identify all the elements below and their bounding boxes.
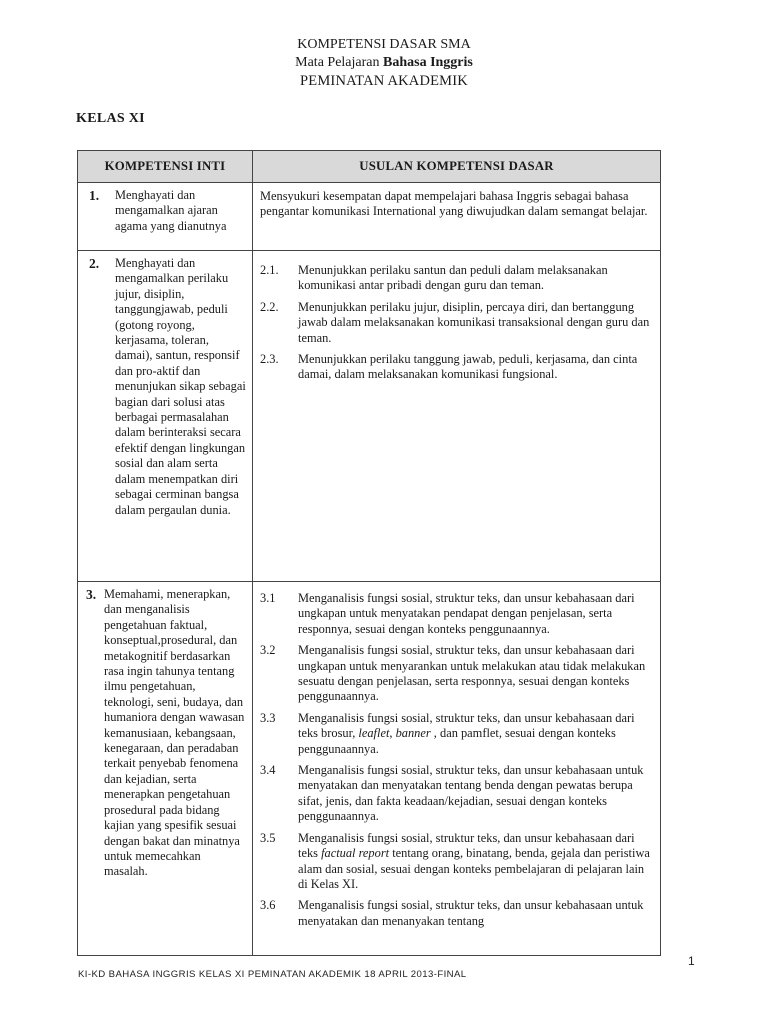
ki-cell <box>78 251 253 582</box>
kd-text: Menunjukkan perilaku jujur, disiplin, percaya diri, dan bertanggung jawab dalam melaksanakan komunikasi transaksional dengan guru dan teman. <box>298 299 650 345</box>
kd-number: 2.1. <box>260 263 279 277</box>
subject-name: Bahasa Inggris <box>383 55 473 70</box>
kd-text-part: , <box>389 726 396 741</box>
kd-number: 3.2 <box>260 643 276 658</box>
ki-number: 3. <box>86 587 97 602</box>
kd-cell <box>253 251 661 582</box>
kd-italic-term: leaflet <box>358 726 390 741</box>
kd-text: Mensyukuri kesempatan dapat mempelajari bahasa Inggris sebagai bahasa pengantar komunikasi International yang diwujudkan dalam semangat belajar. <box>260 189 648 219</box>
ki-text: Menghayati dan mengamalkan ajaran agama yang dianutnya <box>115 188 227 233</box>
kd-text-part: Menganalisis fungsi sosial, struktur teks, dan unsur kebahasaan dari teks brosur, <box>298 710 635 741</box>
kd-number: 3.6 <box>260 898 276 913</box>
kd-item <box>260 352 654 383</box>
subject-prefix: Mata Pelajaran <box>295 55 383 70</box>
kd-cell <box>253 582 661 956</box>
kd-text: Menganalisis fungsi sosial, struktur teks, dan unsur kebahasaan dari ungkapan untuk menyarankan untuk melakukan atau tidak melakukan sesuatu dengan penjelasan, serta responnya, sesuai dengan konteks penggunaannya. <box>298 643 646 704</box>
kd-item <box>260 831 654 893</box>
kd-text <box>298 831 654 893</box>
kd-text-part: tentang orang, binatang, benda, gejala dan peristiwa alam dan sosial, sesuai dengan konteks pembelajaran di pelajaran lain di Kelas XI. <box>298 846 650 891</box>
doc-program: PEMINATAN AKADEMIK <box>300 73 468 89</box>
table-row <box>78 251 661 582</box>
kd-number: 3.4 <box>260 763 276 778</box>
ki-number: 1. <box>89 188 100 203</box>
page-number: 1 <box>688 954 695 968</box>
kd-item <box>260 898 654 929</box>
page-footer: KI-KD BAHASA INGGRIS KELAS XI PEMINATAN AKADEMIK 18 APRIL 2013-FINAL <box>78 969 467 980</box>
ki-number: 2. <box>89 256 100 271</box>
kd-italic-term: banner <box>395 726 431 741</box>
kd-cell <box>253 183 661 251</box>
kd-item <box>260 591 654 637</box>
kd-text: Menganalisis fungsi sosial, struktur teks, dan unsur kebahasaan untuk menyatakan dan menanyakan tentang <box>298 898 644 928</box>
kd-item <box>260 711 654 757</box>
competency-table <box>77 150 661 956</box>
kd-item <box>260 263 654 294</box>
kd-text <box>298 711 654 757</box>
table-row <box>78 183 661 251</box>
kd-text: Menunjukkan perilaku tanggung jawab, peduli, kerjasama, dan cinta damai, dalam melaksanakan komunikasi fungsional. <box>298 352 638 382</box>
kd-text: Menganalisis fungsi sosial, struktur teks, dan unsur kebahasaan untuk menyatakan dan menyatakan tentang benda dengan pewatas berupa sifat, jenis, dan fakta keadaan/kejadian, sesuai dengan konteks penggunaannya. <box>298 763 644 824</box>
doc-title: KOMPETENSI DASAR SMA <box>297 37 471 52</box>
ki-text: Memahami, menerapkan, dan menganalisis pengetahuan faktual, konseptual,prosedural, dan metakognitif berdasarkan rasa ingin tahunya tentang ilmu pengetahuan, teknologi, seni, budaya, dan humaniora dengan wawasan kemanusiaan, kebangsaan, kenegaraan, dan peradaban terkait penyebab fenomena dan kejadian, serta menerapkan pengetahuan prosedural pada bidang kajian yang spesifik sesuai dengan bakat dan minatnya untuk memecahkan masalah. <box>104 587 245 879</box>
kd-number: 3.3 <box>260 710 276 725</box>
kd-item <box>260 300 654 346</box>
kd-item <box>260 763 654 825</box>
kd-number: 3.1 <box>260 591 276 605</box>
table-row <box>78 582 661 956</box>
kd-item <box>260 643 654 705</box>
class-heading: KELAS XI <box>76 111 145 126</box>
kd-number: 3.5 <box>260 830 276 845</box>
kd-italic-term: factual report <box>321 846 390 861</box>
kd-text-part: Menganalisis fungsi sosial, struktur teks, dan unsur kebahasaan dari teks <box>298 830 635 861</box>
doc-subject <box>0 54 768 71</box>
table-header-row <box>78 151 661 183</box>
kd-number: 2.2. <box>260 299 279 314</box>
kd-text: Menunjukkan perilaku santun dan peduli dalam melaksanakan komunikasi antar pribadi dengan guru dan teman. <box>298 263 608 293</box>
header-kompetensi-inti: KOMPETENSI INTI <box>78 151 253 183</box>
ki-text: Menghayati dan mengamalkan perilaku jujur, disiplin, tanggungjawab, peduli (gotong royong, kerjasama, toleran, damai), santun, responsif dan pro-aktif dan menunjukan sikap sebagai bagian dari solusi atas berbagai permasalahan dalam berinteraksi secara efektif dengan lingkungan sosial dan alam serta dalam menempatkan diri sebagai cerminan bangsa dalam pergaulan dunia. <box>115 256 246 517</box>
kd-number: 2.3. <box>260 352 279 367</box>
kd-text-part: , dan pamflet, sesuai dengan konteks penggunaannya. <box>298 726 616 756</box>
ki-cell <box>78 183 253 251</box>
ki-cell <box>78 582 253 956</box>
kd-text: Menganalisis fungsi sosial, struktur teks, dan unsur kebahasaan dari ungkapan untuk menyatakan pendapat dengan penjelasan, serta responnya, sesuai dengan konteks penggunaannya. <box>298 591 635 636</box>
header-kompetensi-dasar: USULAN KOMPETENSI DASAR <box>253 151 661 183</box>
